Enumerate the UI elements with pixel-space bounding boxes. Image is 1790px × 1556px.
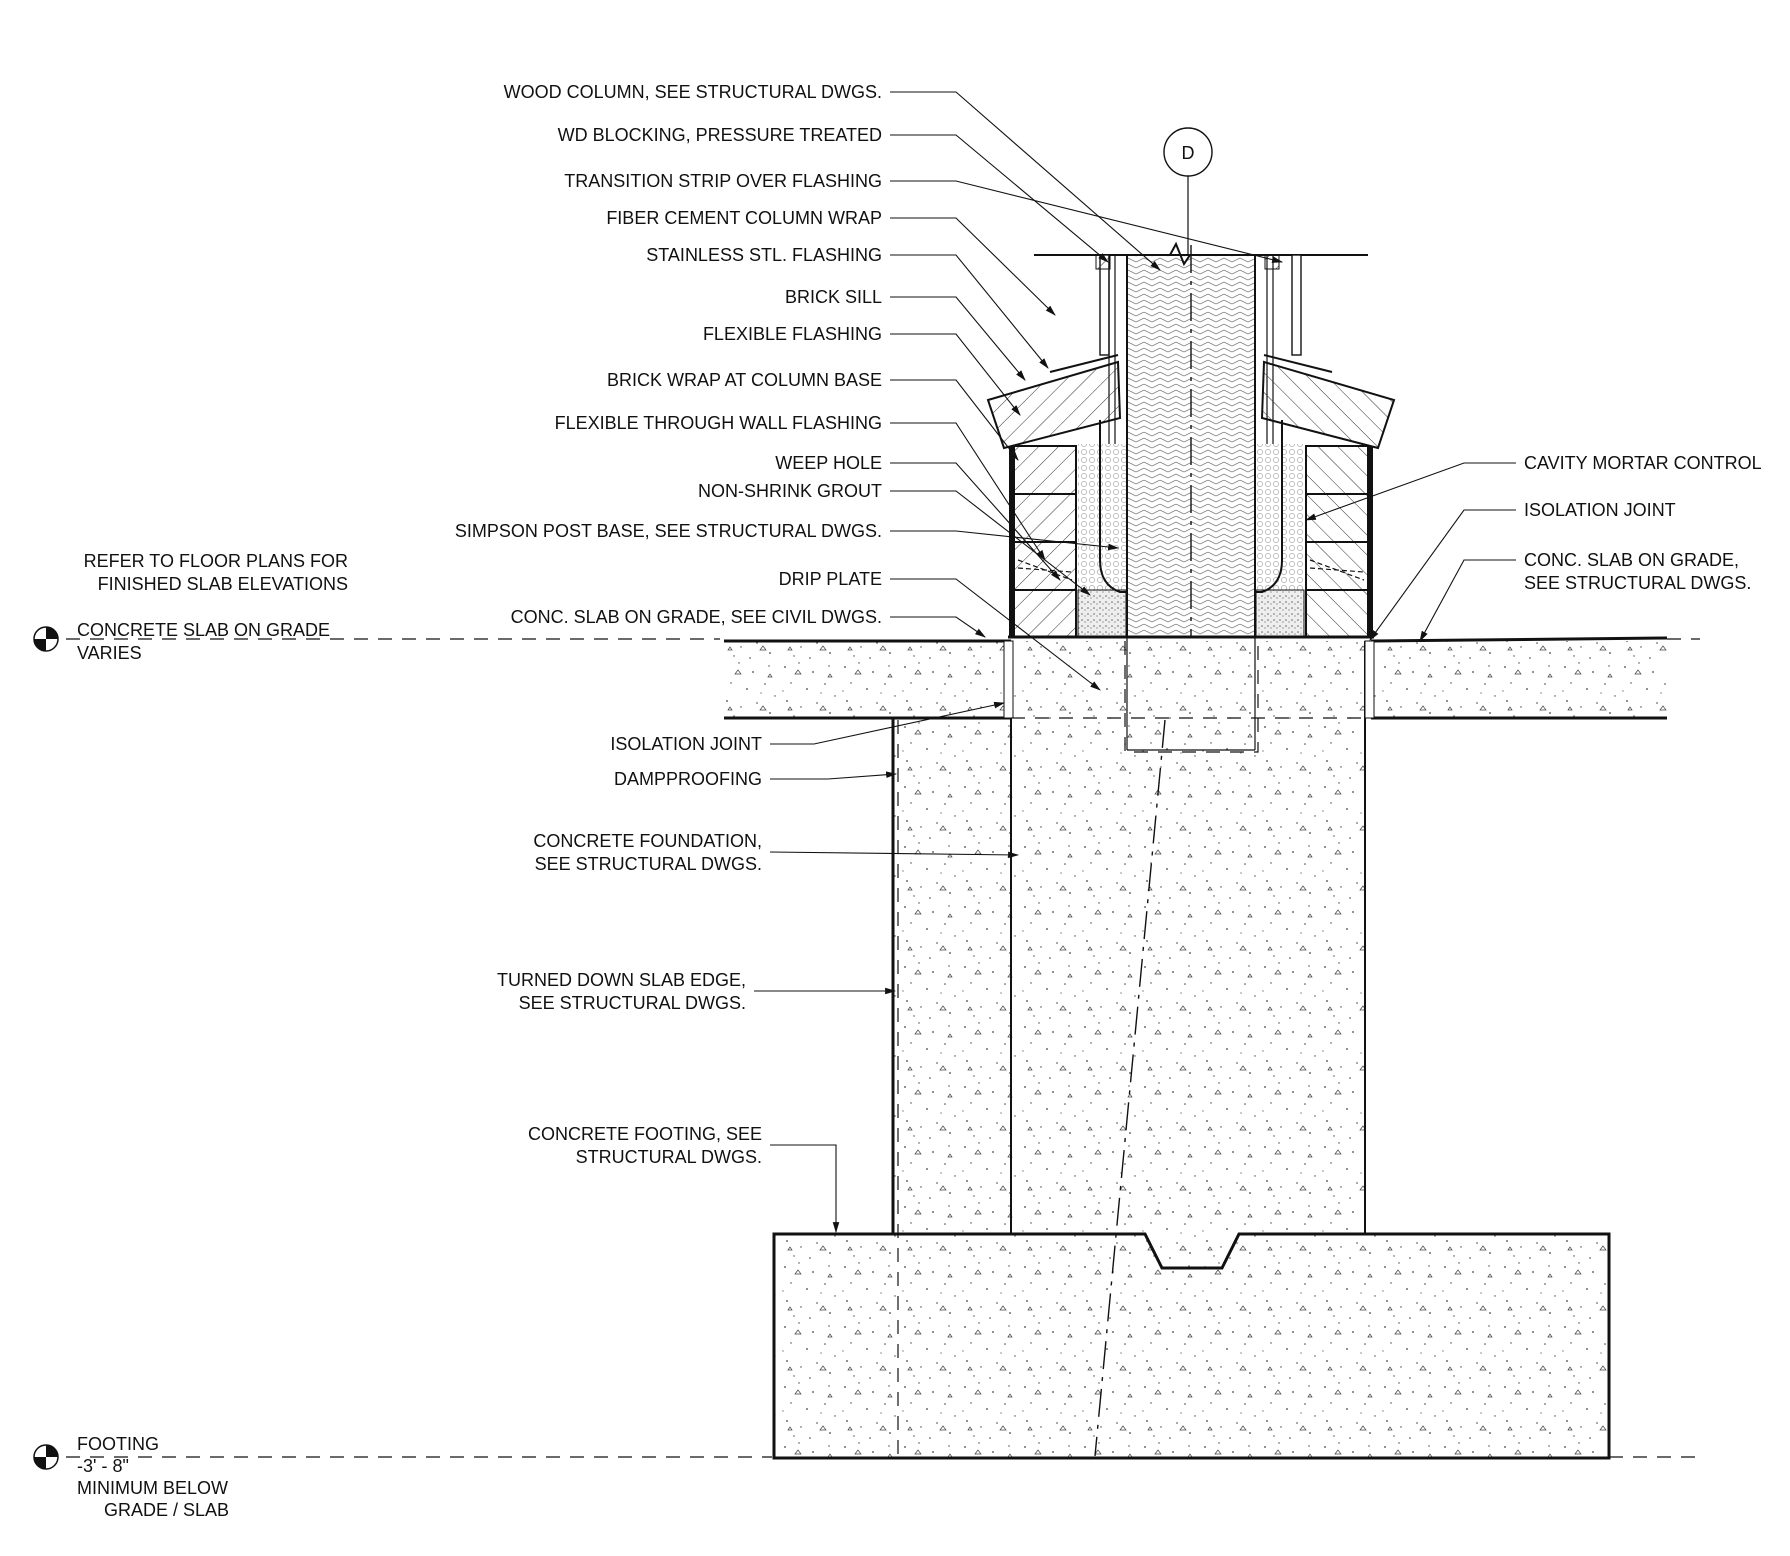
callout-wd-blocking: WD BLOCKING, PRESSURE TREATED xyxy=(557,125,882,145)
callout-conc-slab-civil: CONC. SLAB ON GRADE, SEE CIVIL DWGS. xyxy=(510,607,882,627)
note-slab-line-1: REFER TO FLOOR PLANS FOR xyxy=(83,551,348,571)
concrete-foundation xyxy=(893,641,1365,1234)
callout-foundation-2: SEE STRUCTURAL DWGS. xyxy=(534,854,762,874)
callout-turned-down-1: TURNED DOWN SLAB EDGE, xyxy=(496,970,746,990)
callout-isolation-joint-left: ISOLATION JOINT xyxy=(610,734,762,754)
note-slab-elevations xyxy=(84,551,348,594)
level-slab-line-1: CONCRETE SLAB ON GRADE xyxy=(77,620,331,640)
callout-dampproofing: DAMPPROOFING xyxy=(613,769,762,789)
isolation-joint-left xyxy=(1004,641,1013,718)
callout-conc-slab-structural-1: CONC. SLAB ON GRADE, xyxy=(1524,550,1740,570)
callout-non-shrink-grout: NON-SHRINK GROUT xyxy=(698,481,882,501)
callout-foundation-1: CONCRETE FOUNDATION, xyxy=(533,831,762,851)
callout-flexible-flashing: FLEXIBLE FLASHING xyxy=(702,324,882,344)
callout-transition-strip: TRANSITION STRIP OVER FLASHING xyxy=(564,171,882,191)
callout-footing-1: CONCRETE FOOTING, SEE xyxy=(527,1124,762,1144)
level-slab-line-2: VARIES xyxy=(77,643,142,663)
level-marker-footing-icon xyxy=(34,1445,58,1469)
brick-wrap-left xyxy=(1009,446,1076,637)
brick-wrap-right xyxy=(1306,446,1373,637)
callout-brick-wrap: BRICK WRAP AT COLUMN BASE xyxy=(606,370,882,390)
callout-wood-column: WOOD COLUMN, SEE STRUCTURAL DWGS. xyxy=(503,82,882,102)
callouts-right xyxy=(1306,453,1762,641)
callout-brick-sill: BRICK SILL xyxy=(784,287,882,307)
grid-bubble-label: D xyxy=(1181,143,1195,163)
callout-weep-hole: WEEP HOLE xyxy=(775,453,882,473)
isolation-joint-right xyxy=(1365,641,1374,718)
callout-simpson-post-base: SIMPSON POST BASE, SEE STRUCTURAL DWGS. xyxy=(454,521,882,541)
callout-isolation-joint-right: ISOLATION JOINT xyxy=(1524,500,1676,520)
level-footing-label xyxy=(77,1434,229,1520)
concrete-slab-right xyxy=(1371,641,1667,718)
callouts-upper-left xyxy=(455,82,882,627)
callout-stainless-flashing: STAINLESS STL. FLASHING xyxy=(646,245,882,265)
level-marker-slab-icon xyxy=(34,627,58,651)
callout-cavity-mortar: CAVITY MORTAR CONTROL xyxy=(1524,453,1762,473)
note-slab-line-2: FINISHED SLAB ELEVATIONS xyxy=(97,574,348,594)
callout-footing-2: STRUCTURAL DWGS. xyxy=(575,1147,762,1167)
callout-fiber-cement-wrap: FIBER CEMENT COLUMN WRAP xyxy=(606,208,882,228)
level-footing-line-1: FOOTING xyxy=(77,1434,159,1454)
callout-conc-slab-structural-2: SEE STRUCTURAL DWGS. xyxy=(1524,573,1752,593)
level-footing-line-4: GRADE / SLAB xyxy=(104,1500,230,1520)
level-footing-line-2: -3' - 8" xyxy=(77,1456,129,1476)
level-slab-label xyxy=(77,620,330,663)
level-footing-line-3: MINIMUM BELOW xyxy=(77,1478,228,1498)
callout-drip-plate: DRIP PLATE xyxy=(778,569,882,589)
callout-through-wall-flashing: FLEXIBLE THROUGH WALL FLASHING xyxy=(554,413,882,433)
callout-turned-down-2: SEE STRUCTURAL DWGS. xyxy=(518,993,746,1013)
